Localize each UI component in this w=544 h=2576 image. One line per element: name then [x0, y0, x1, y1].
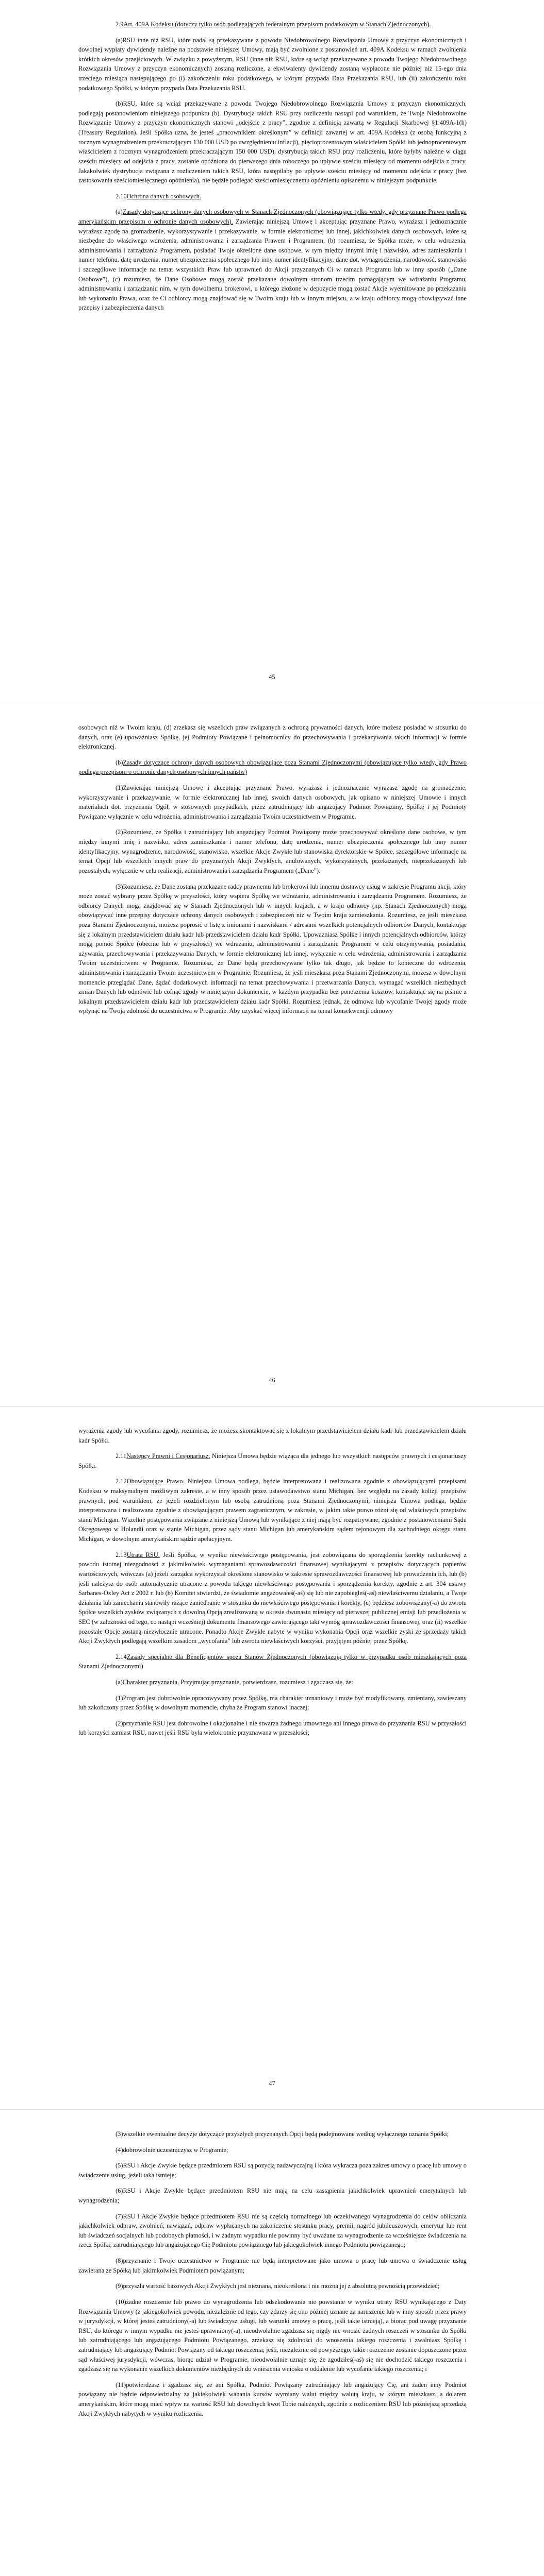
paragraph — [78, 2281, 467, 2291]
paragraph-number: (5) — [116, 2162, 123, 2170]
paragraph-text: Niniejsza Umowa będzie wiążąca dla jednego lub wszystkich następców prawnych i cesjonariuszy Spółki. — [78, 1452, 467, 1469]
paragraph — [78, 2380, 467, 2418]
paragraph-text: wszelkie ewentualne decyzje dotyczące przyszłych przyznanych Opcji będą podejmowane według wyłącznego uznania Spółki; — [123, 2130, 449, 2138]
page-number: 47 — [269, 2080, 275, 2088]
paragraph-number: (11) — [116, 2381, 126, 2388]
paragraph-text: Zawierając niniejszą Umowę i akceptując przyznane Prawo, wyrażasz i jednoznacznie wyrażasz zgodę na gromadzenie, wykorzystywanie i przekazywanie, w formie elektronicznej lub innej, swoich danych osobowych, jak opisano w niniejszej Umowie i innych materiałach dot. przyznania Ogół, w stosownych przypadkach, przez zatrudniający lub angażujący Podmiot Powiązany, Spółkę i jej Podmioty Powiązane wyłącznie w celu wdrożenia, administrowania i zarządzania Twoim uczestnictwem w Programie. — [78, 784, 467, 820]
paragraph-number: 2.9 — [116, 21, 124, 28]
paragraph-text: Rozumiesz, że Spółka i zatrudniający lub angażujący Podmiot Powiązany może przechowywać określone dane osobowe, w tym między innymi imię i nazwisko, adres zamieszkania i numer telefonu, datę urodzenia, numer ubezpieczenia społecznego lub inny numer identyfikacyjny, wynagrodzenie, narodowość, stanowisko, wszelkie Akcje Zwykłe lub stanowiska dyrektorskie w Spółce, szczegółowe informacje na temat Opcji lub wszelkich innych praw do przyznanych Akcji Zwykłych, anulowanych, wykorzystanych, przekazanych, nieprzekazanych lub pozostałych, wyłącznie w celu realizacji, administrowania i zarządzania Programem („Dane”). — [78, 828, 467, 874]
document-page — [0, 0, 544, 703]
paragraph-number: (b) — [116, 758, 123, 766]
paragraph-number: 2.14 — [116, 1653, 127, 1660]
paragraph — [78, 1677, 467, 1687]
paragraph — [78, 2145, 467, 2155]
document-page — [0, 703, 544, 1406]
paragraph-text: RSU i Akcje Zwykłe będące przedmiotem RSU nie mają na celu zastąpienia jakichkolwiek uprawnień emerytalnych lub wynagrodzenia; — [78, 2187, 467, 2205]
paragraph-heading: Ochrona danych osobowych. — [126, 192, 201, 200]
paragraph-number: (9) — [116, 2282, 123, 2290]
paragraph-number: (10) — [116, 2298, 126, 2306]
paragraph-number: (3) — [116, 883, 123, 890]
paragraph-heading: Art. 409A Kodeksu (dotyczy tylko osób podlegających federalnym przepisom podatkowym w Stanach Zjednoczonych). — [123, 21, 431, 28]
paragraph — [78, 783, 467, 821]
paragraph — [78, 1550, 467, 1646]
paragraph-text: potwierdzasz i zgadzasz się, że ani Spółka, Podmiot Powiązany zatrudniający lub angażujący Cię, ani żaden inny Podmiot powiązany nie będzie odpowiedzialny za jakiekolwiek wahania kursów wymiany walut między walutą kraju, w którym mieszkasz, a dolarem amerykańskim, które mogą mieć wpływ na wartość RSU lub dowolnych kwot Tobie należnych, zgodnie z rozliczeniem RSU lub późniejszą sprzedażą Akcji Zwykłych nabytych w wyniku rozliczenia. — [78, 2381, 467, 2417]
paragraph-heading: Zasady dotyczące ochrony danych osobowych w Stanach Zjednoczonych (obowiązujące tylko wtedy, gdy przyznane Prawo podlega amerykańskim przepisom o ochronie danych osobowych). — [78, 208, 467, 225]
paragraph — [78, 1652, 467, 1671]
paragraph-text: Program jest dobrowolnie opracowywany przez Spółkę, ma charakter uznaniowy i może być modyfikowany, zmieniany, zawieszany lub zakończony przez Spółkę w dowolnym momencie, chyba że Program stanowi inaczej; — [78, 1694, 467, 1711]
paragraph — [78, 2256, 467, 2275]
paragraph — [78, 758, 467, 777]
paragraph-number: (a) — [116, 36, 123, 44]
paragraph-number: 2.10 — [116, 192, 127, 200]
paragraph-heading: Zasady specjalne dla Beneficjentów spoza Stanów Zjednoczonych (obowiązują tylko w przypadku osób mieszkających poza Stanami Zjednoczonymi) — [78, 1653, 467, 1670]
document-page — [0, 1406, 544, 2110]
paragraph-number: (1) — [116, 784, 123, 792]
paragraph — [78, 2297, 467, 2374]
paragraph — [78, 2212, 467, 2250]
paragraph-number: (2) — [116, 828, 123, 836]
paragraph — [78, 723, 467, 752]
paragraph — [78, 192, 467, 201]
paragraph — [78, 1719, 467, 1738]
paragraph — [78, 2129, 467, 2139]
paragraph-number: (2) — [116, 1719, 123, 1727]
paragraph-number: (b) — [116, 100, 123, 108]
paragraph-text: żadne roszczenie lub prawo do wynagrodzenia lub odszkodowania nie powstanie w wyniku utraty RSU wynikającego z Daty Rozwiązania Umowy (z jakiegokolwiek powodu, niezależnie od tego, czy zdarzy się ono później uznane za naruszenie lub w inny sposób przez prawy w jurysdykcji, w której jesteś zatrudniony(-a) lub świadczysz usługi, lub warunki umowy o pracę, jeśli takie istnieją), a biorąc pod uwagę przyznanie RSU, do którego w innym wypadku nie jesteś uprawniony(-a), nieodwołalnie zgadzasz się nigdy nie wnosić żadnych roszczeń w stosunku do Spółki lub zatrudniającego lub angażującego Podmiotu Powiązanego, zrzekasz się zdolności do wnoszenia takiego roszczenia i zwalniasz Spółkę i zatrudniający lub angażujący Podmiot Powiązany od takiego roszczenia; jeśli, niezależnie od powyższego, takie roszczenie zostanie dopuszczone przez sąd właściwej jurysdykcji, wówczas, biorąc udział w Programie, nieodwołalnie uznaje się, że zgodziłeś(-aś) się nie dochodzić takiego roszczenia i zgadzasz się na wykonanie wszelkich dokumentów niezbędnych do wniesienia wniosku o oddalenie lub wycofanie takiego roszczenia; i — [78, 2298, 467, 2373]
paragraph-heading: Zasady dotyczące ochrony danych osobowych obowiązujące poza Stanami Zjednoczonymi (obowiązujące tylko wtedy, gdy Prawo podlega przepisom o ochronie danych osobowych innych państw) — [78, 758, 467, 776]
paragraph-text: RSU inne niż RSU, które nadal są przekazywane z powodu Niedobrowolnego Rozwiązania Umowy z przyczyn ekonomicznych i dowolnej wypłaty dywidendy należne na podstawie niniejszej Umowy, mają być zwolnione z postanowień art. 409A Kodeksu w ramach zwolnienia krótkich okresów przejściowych. W związku z powyższym, RSU (inne niż RSU, które są wciąż przekazywane z powodu Twojego Niedobrowolnego Rozwiązania Umowy z przyczyn ekonomicznych) zostaną rozliczone, a ekwiwalenty dywidendy zostaną wypłacone nie później niż 15-ego dnia trzeciego miesiąca następującego po (i) zakończeniu roku podatkowego, w którym przypada Data Przekazania RSU, lub (ii) zakończeniu roku podatkowego Spółki, w którym przypada Data Przekazania RSU. — [78, 36, 467, 92]
paragraph — [78, 99, 467, 185]
paragraph-heading: Następcy Prawni i Cesjonariusz. — [126, 1452, 210, 1460]
paragraph — [78, 1451, 467, 1470]
paragraph-heading: Obowiązujące Prawo. — [126, 1478, 185, 1485]
paragraph-number: (8) — [116, 2257, 123, 2265]
paragraph — [78, 827, 467, 875]
paragraph-text: Jeśli Spółka, w wyniku niewłaściwego postępowania, jest zobowiązana do sporządzenia korekty rachunkowej z powodu istotnej niezgodności z jakimikolwiek wymaganiami sprawozdawczości finansowej wynikającymi z przepisów dotyczących papierów wartościowych, wówczas (a) jeżeli zarządca wykorzystał określone stanowisko w zakresie sprawozdawczości finansowej lub prowadzenia ich, lub (b) jeśli należysz do osób automatycznie utracone z powodu takiego niewłaściwego postępowania i sporządzenia korekty, zgodnie z art. 304 ustawy Sarbanes-Oxley Act z 2002 r. lub (b) Komitet stwierdzi, że świadomie angażowałeś(-aś) się lub nie zapobiegłeś(-aś) niewłaściwemu działaniu, a Twoje działania lub zaniechania stanowiły rażące zaniedbanie w stosunku do niewłaściwego postępowania i korekty, (c) będziesz zobowiązany(-a) do zwrotu Spółce wszelkich zysków związanych z dowolną Opcją zrealizowaną w okresie dwunastu miesięcy od pierwszej publicznej emisji lub przedłożenia w SEC (w zależności od tego, co nastąpi wcześniej) dokumentu finansowego zawierającego taki wymóg sprawozdawczości finansowej, oraz (ii) wszelkie pozostałe Opcje zostaną niezwłocznie utracone. Ponadto Akcje Zwykłe nabyte w wyniku wykonania Opcji oraz wszelkie zyski ze sprzedaży takich Akcji Zwykłych podlegają wszelkim zasadom „wycofania” lub zwrotu niewłaściwych korzyści, przyjętym później przez Spółkę. — [78, 1551, 467, 1645]
paragraph-text: Rozumiesz, że Dane zostaną przekazane radcy prawnemu lub brokerowi lub innemu dostawcy usług w zakresie Programu akcji, który może zostać wybrany przez Spółkę w przyszłości, który wspiera Spółkę we wdrażaniu, administrowaniu i zarządzaniu Programem. Rozumiesz, że odbiorcy Danych mogą znajdować się w Stanach Zjednoczonych lub w innych krajach, a w kraju odbiorcy (np. Stanach Zjednoczonych) mogą obowiązywać inne przepisy dotyczące ochrony danych osobowych i zabezpieczeń niż w Twoim kraju zamieszkania. Rozumiesz, że jeśli mieszkasz poza Stanami Zjednoczonymi, możesz poprosić o listę z imionami i nazwiskami / adresami wszelkich potencjalnych odbiorców Danych, kontaktując się z lokalnym przedstawicielem działu kadr lub przedstawicielem działu kadr Spółki. Upoważniasz Spółkę i innych potencjalnych odbiorców, którzy mogą pomóc Spółce (obecnie lub w przyszłości) we wdrażaniu, administrowaniu i zarządzaniu Programem w celu otrzymywania, posiadania, używania, przechowywania i przekazywania Danych, w formie elektronicznej lub innej, wyłącznie w celu wdrożenia, administrowania i zarządzania Twoim uczestnictwem w Programie. Rozumiesz, że Dane będą przechowywane tylko tak długo, jak będzie to konieczne do wdrożenia, administrowania i zarządzania Twoim uczestnictwem w Programie. Rozumiesz, że jeśli mieszkasz poza Stanami Zjednoczonymi, możesz w dowolnym momencie przeglądać Dane, żądać dodatkowych informacji na temat przechowywania i przetwarzania Danych, wymagać wszelkich niezbędnych zmian Danych lub odmówić lub cofnąć zgody w niniejszym dokumencie, w każdym przypadku bez ponoszenia kosztów, kontaktując się na piśmie z lokalnym przedstawicielem działu kadr lub przedstawicielem działu kadr Spółki. Rozumiesz jednak, że odmowa lub wycofanie Twojej zgody może wpłynąć na Twoją zdolność do uczestnictwa w Programie. Aby uzyskać więcej informacji na temat konsekwencji odmowy — [78, 883, 467, 1015]
paragraph-text: dobrowolnie uczestniczysz w Programie; — [123, 2146, 228, 2154]
paragraph-text: Zawierając niniejszą Umowę i akceptując przyznane Prawo, wyrażasz i jednoznacznie wyrażasz zgodę na gromadzenie, wykorzystywanie i przekazywanie, w formie elektronicznej lub innej, jakichkolwiek danych osobowych, które są niezbędne do właściwego wdrożenia, administrowania i zarządzania Prawem i Programem, (b) rozumiesz, że Spółka może, w celu wdrożenia, administrowania i zarządzania Programem, posiadać Twoje określone dane osobowe, w tym między innymi imię i nazwisko, adres zamieszkania i numer telefonu, datę urodzenia, numer ubezpieczenia społecznego lub inny numer identyfikacyjny, dane dot. wynagrodzenia, narodowość, stanowisko i szczegółowe informacje na temat wszystkich Praw lub uprawnień do Akcji przyznanych Ci w ramach Programu lub w inny sposób („Dane Osobowe”), (c) rozumiesz, że Dane Osobowe mogą zostać przekazane dowolnym stronom trzecim pomagającym we wdrażaniu Programu, administrowaniu i zarządzaniu nim, w tym dowolnemu brokerowi, u którego złożone w depozycie mogą zostać Akcje wyemitowane po przekazaniu lub wykonaniu Prawa, oraz że Ci odbiorcy mogą znajdować się w Twoim kraju lub w innym miejscu, a w kraju odbiorcy mogą obowiązywać inne przepisy i zabezpieczenia danych — [78, 217, 467, 312]
paragraph-number: (a) — [116, 1679, 123, 1686]
paragraph-text: przyszła wartość bazowych Akcji Zwykłych jest nieznana, nieokreślona i nie można jej z absolutną pewnością przewidzieć; — [123, 2282, 440, 2290]
paragraph-number: (a) — [116, 208, 123, 216]
document-page — [0, 2110, 544, 2576]
paragraph-text: wyrażenia zgody lub wycofania zgody, rozumiesz, że możesz skontaktować się z lokalnym przedstawicielem działu kadr lub przedstawicielem działu kadr Spółki. — [78, 1427, 467, 1444]
paragraph — [78, 1426, 467, 1445]
page-number: 46 — [269, 1377, 275, 1384]
paragraph-text: przyznanie i Twoje uczestnictwo w Programie nie będą interpretowane jako umowa o pracę lub umowa o świadczenie usług zawierana ze Spółką lub jakimkolwiek Podmiotem powiązanym; — [78, 2257, 467, 2274]
paragraph — [78, 1477, 467, 1544]
paragraph-text: RSU, które są wciąż przekazywane z powodu Twojego Niedobrowolnego Rozwiązania Umowy z przyczyn ekonomicznych, podlegają postanowieniom niniejszego podpunktu (b). Dystrybucja takich RSU przy rozliczeniu nastąpi pod warunkiem, że Twoje Niedobrowolne Rozwiązanie Umowy z przyczyn ekonomicznych stanowi „odejście z pracy”, zgodnie z definicją zawartą w Regulacji Skarbowej §1.409A-1(h) (Treasury Regulation). Jeśli Spółka uzna, że jesteś „pracownikiem określonym” w definicji zawartej w art. 409A Kodeksu (z osobą funkcyjną z rocznym wynagrodzeniem przekraczającym 130 000 USD po uwzględnieniu inflacji), pięcioprocentowym właścicielem Spółki lub jednoprocentowym właścicielem z rocznym wynagrodzeniem przekraczającym 150 000 USD), dystrybucja takich RSU przy rozliczeniu, które byłyby należne w ciągu sześciu miesięcy od odejścia z pracy, zostanie opóźniona do pierwszego dnia roboczego po upływie sześciu miesięcy od momentu odejścia z pracy. Jakakolwiek dystrybucja związana z rozliczeniem takich RSU, która następiłaby po upływie sześciu miesięcy od momentu odejścia z pracy (bez zastosowania sześciomiesięcznego opóźnienia), nie będzie podlegać sześciomiesięcznemu opóźnieniu opisanemu w niniejszym podpunkcie. — [78, 100, 467, 184]
paragraph-text: osobowych niż w Twoim kraju, (d) zrzekasz się wszelkich praw związanych z ochroną prywatności danych, które możesz posiadać w stosunku do danych, oraz (e) upoważniasz Spółkę, jej Podmioty Powiązane i pełnomocnicy do przechowywania i przekazywania takich informacji w formie elektronicznej. — [78, 724, 467, 751]
paragraph — [78, 36, 467, 93]
paragraph-text: przyznanie RSU jest dobrowolne i okazjonalne i nie stwarza żadnego umownego ani innego prawa do przyznania RSU w przyszłości lub korzyści zamiast RSU, nawet jeśli RSU była wielokrotnie przyznawana w przeszłości; — [78, 1719, 467, 1737]
paragraph-text: RSU i Akcje Zwykłe będące przedmiotem RSU nie są częścią normalnego lub oczekiwanego wynagrodzenia do celów obliczania jakichkolwiek odpraw, zwolnień, nawiązań, odpraw wypłacanych na zakończenie stosunku pracy, premii, nagród jubileuszowych, emerytur lub rent lub świadczeń socjalnych lub podobnych płatności, i w żadnym wypadku nie powinny być uważane za wynagrodzenie za wcześniejsze świadczenia na rzecz Spółki, zatrudniającego lub angażującego Cię Podmiotu powiązanego lub jakiegokolwiek innego Podmiotu powiązanego; — [78, 2212, 467, 2249]
page-number: 45 — [269, 673, 275, 681]
paragraph-number: 2.11 — [116, 1452, 127, 1460]
paragraph-number: 2.12 — [116, 1478, 127, 1485]
paragraph-number: (1) — [116, 1694, 123, 1702]
paragraph-heading: Utrata RSU. — [126, 1551, 160, 1558]
paragraph-number: 2.13 — [116, 1551, 127, 1558]
paragraph-number: (7) — [116, 2212, 123, 2220]
paragraph — [78, 207, 467, 313]
paragraph — [78, 1693, 467, 1713]
paragraph-text: Przyjmując przyznanie, potwierdzasz, rozumiesz i zgadzasz się, że: — [180, 1679, 353, 1686]
paragraph — [78, 882, 467, 1016]
paragraph-text: RSU i Akcje Zwykłe będące przedmiotem RSU są pozycją nadzwyczajną i która wykracza poza zakres umowy o pracę lub umowy o świadczenie usług, jeżeli taka istnieje; — [78, 2162, 467, 2179]
paragraph — [78, 2161, 467, 2180]
paragraph — [78, 20, 467, 29]
paragraph-number: (6) — [116, 2187, 123, 2195]
paragraph — [78, 2186, 467, 2205]
paragraph-heading: Charakter przyznania. — [122, 1679, 179, 1686]
paragraph-number: (3) — [116, 2130, 123, 2138]
paragraph-number: (4) — [116, 2146, 123, 2154]
paragraph-text: Niniejsza Umowa podlega, będzie interpretowana i realizowana zgodnie z obowiązującymi przepisami Kodeksu w maksymalnym możliwym zakresie, a w inny sposób przez ustawodawstwo stanu Michigan, bez względu na zasady kolizji przepisów prawnych, pod warunkiem, że jeżeli rozdzielonym lub osobą zatrudnioną poza Stanami Zjednoczonymi, niniejsza Umowa podlega, będzie interpretowana i realizowana zgodnie z obowiązującym prawem zagranicznym, w zakresie, w jakim takie prawo różni się od właściwych przepisów stanu Michigan. Wszelkie postępowania związane z niniejszą Umową lub wynikające z niej mają być rozpatrywane, zgodnie z postanowieniami Sądu Okręgowego w Holandii oraz w stanie Michigan, przez sądy stanu Michigan lub amerykańskim sądem rejonowym dla zachodniego okręgu stanu Michigan, w dowolnym amerykańskim sądzie apelacyjnym. — [78, 1478, 467, 1543]
